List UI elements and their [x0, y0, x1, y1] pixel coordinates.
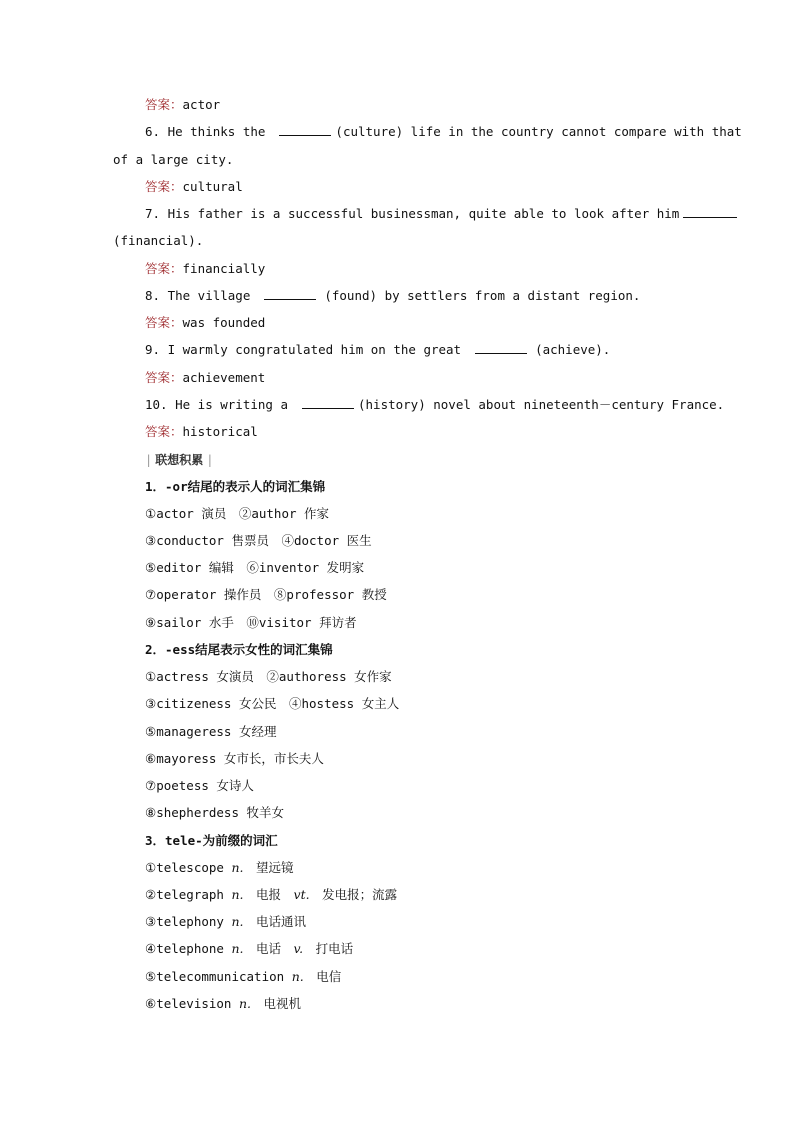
- group-3-heading: 3．tele-为前缀的词汇: [145, 833, 278, 848]
- group-1-line: ③conductor 售票员 ④doctor 医生: [145, 533, 372, 548]
- question-8: [145, 287, 640, 305]
- question-hint: (culture) life in the country cannot compare with that: [335, 124, 742, 139]
- answer-value: was founded: [182, 315, 266, 330]
- group-3-item: ④telephone n. 电话 v. 打电话: [145, 941, 354, 956]
- fill-blank: [264, 288, 316, 300]
- answer-value: cultural: [182, 179, 243, 194]
- group-1-line: ⑤editor 编辑 ⑥inventor 发明家: [145, 560, 365, 575]
- group-3-item: ①telescope n. 望远镜: [145, 860, 294, 875]
- question-10: [145, 396, 724, 414]
- question-7: [145, 205, 741, 223]
- question-6-continued: of a large city.: [113, 152, 234, 167]
- question-7-continued: (financial).: [113, 233, 204, 248]
- group-2-line: ③citizeness 女公民 ④hostess 女主人: [145, 696, 400, 711]
- group-3-item: ③telephony n. 电话通讯: [145, 914, 307, 929]
- answer-label: 答案：: [145, 315, 183, 330]
- question-text: 10. He is writing a: [145, 397, 288, 412]
- answer-value: historical: [182, 424, 258, 439]
- question-6: [145, 123, 742, 141]
- group-1-heading: 1．-or结尾的表示人的词汇集锦: [145, 479, 326, 494]
- answer-value: achievement: [182, 370, 266, 385]
- question-hint: (history) novel about nineteenth－century France.: [358, 397, 725, 412]
- answer-9: [145, 369, 265, 387]
- group-2-heading: 2．-ess结尾表示女性的词汇集锦: [145, 642, 333, 657]
- question-text: 8. The village: [145, 288, 251, 303]
- group-3-item: ②telegraph n. 电报 vt. 发电报；流露: [145, 887, 398, 902]
- section-title: | 联想积累 |: [145, 453, 214, 467]
- group-3-item: ⑥television n. 电视机: [145, 996, 302, 1011]
- fill-blank: [302, 397, 354, 409]
- group-3-item: ⑤telecommunication n. 电信: [145, 969, 342, 984]
- question-hint: (achieve).: [535, 342, 611, 357]
- fill-blank: [683, 206, 737, 218]
- answer-label: 答案：: [145, 97, 183, 112]
- answer-6: [145, 178, 243, 196]
- group-2-line: ⑦poetess 女诗人: [145, 778, 254, 793]
- answer-value: actor: [182, 97, 221, 112]
- question-text: 9. I warmly congratulated him on the great: [145, 342, 462, 357]
- question-text: 6. He thinks the: [145, 124, 266, 139]
- question-hint: (found) by settlers from a distant region.: [324, 288, 641, 303]
- answer-label: 答案：: [145, 370, 183, 385]
- group-2-line: ⑤manageress 女经理: [145, 724, 277, 739]
- answer-label: 答案：: [145, 424, 183, 439]
- fill-blank: [279, 124, 331, 136]
- answer-value: financially: [182, 261, 266, 276]
- question-text: 7. His father is a successful businessman, quite able to look after him: [145, 206, 680, 221]
- question-9: [145, 341, 610, 359]
- group-2-line: ①actress 女演员 ②authoress 女作家: [145, 669, 392, 684]
- group-1-line: ①actor 演员 ②author 作家: [145, 506, 330, 521]
- answer-5: [145, 96, 220, 114]
- fill-blank: [475, 342, 527, 354]
- group-1-line: ⑦operator 操作员 ⑧professor 教授: [145, 587, 387, 602]
- group-1-line: ⑨sailor 水手 ⑩visitor 拜访者: [145, 615, 357, 630]
- answer-7: [145, 260, 265, 278]
- answer-10: [145, 423, 258, 441]
- answer-8: [145, 314, 265, 332]
- group-2-line: ⑥mayoress 女市长，市长夫人: [145, 751, 324, 766]
- group-2-line: ⑧shepherdess 牧羊女: [145, 805, 285, 820]
- answer-label: 答案：: [145, 261, 183, 276]
- answer-label: 答案：: [145, 179, 183, 194]
